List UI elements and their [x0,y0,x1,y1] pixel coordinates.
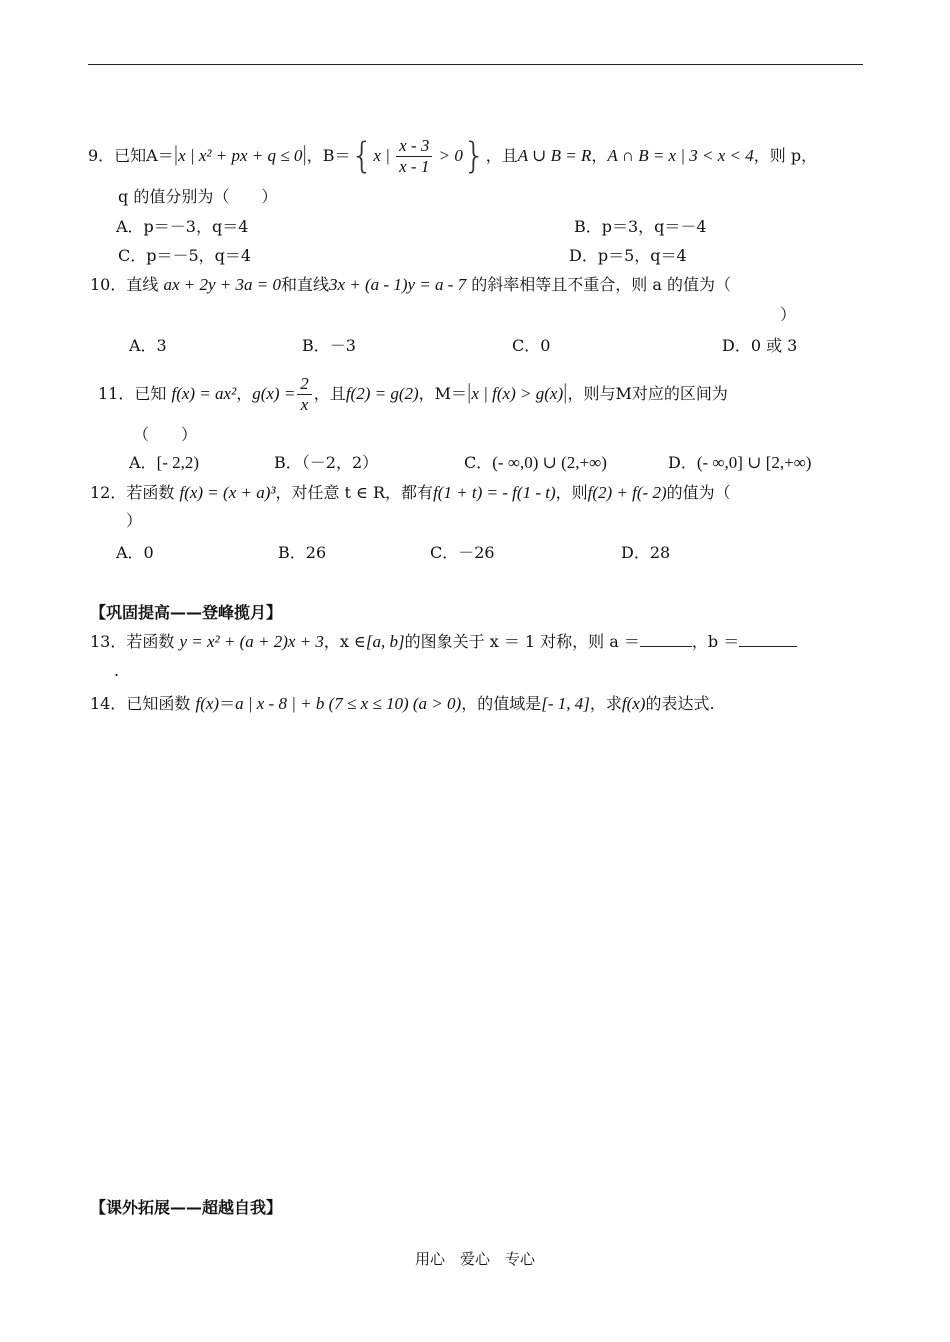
q14-range: [- 1, 4] [541,694,590,713]
q11-line2: （ ） [133,425,198,444]
q12-option-a: A．0 [116,543,154,562]
q14-expr: a | x - 8 | + b (7 ≤ x ≤ 10) (a > 0) [235,694,462,713]
q11-tail: ，则与M对应的区间为 [567,384,728,403]
q10-option-c: C．0 [512,336,551,355]
q13-tail: 的图象关于 x ＝ 1 对称，则 a ＝ [404,632,640,651]
q9-option-a: A．p＝－3，q＝4 [116,217,249,236]
q11-option-a: A．[- 2,2) [129,453,200,472]
q10-eq1: ax + 2y + 3a = 0 [163,275,281,294]
q12-tail: 的值为（ [666,483,731,502]
q12-close-paren: ） [126,511,143,530]
q11-mid: ，且 [313,384,346,403]
q13-lead: 13．若函数 [90,632,175,651]
q14-f2: f(x) [621,694,646,713]
q10-lead: 10．直线 [90,275,159,294]
q10-close-paren: ） [780,305,797,324]
q9-mid2: ，且 [485,146,518,165]
q13-b-label: ，b ＝ [691,632,740,651]
question-11: 11．已知 f(x) = ax²，g(x) = $\frac{2}{x}$ ，且f(2) = g(2)，M＝|x | f(x) > g(x)|，则与M对应的区间为 [98,374,728,414]
q14-tail-pre: ，求 [589,694,622,713]
q9-lead: 9．已知A＝ [88,146,174,165]
q10-option-a: A．3 [129,336,167,355]
q11-option-c: C．(- ∞,0) ∪ (2,+∞) [464,453,607,472]
q9-option-b: B．p＝3，q＝－4 [574,217,707,236]
q11-lead: 11．已知 [98,384,167,403]
q9-option-d: D．p＝5，q＝4 [569,246,687,265]
q14-tail: 的表达式. [645,694,715,713]
question-13 [90,630,797,653]
page-footer: 用心 爱心 专心 [414,1250,535,1268]
q9-setb-post: > 0 [434,146,463,165]
header-rule [88,64,863,65]
q14-f: f(x) [195,694,220,713]
q12-option-c: C．－26 [430,543,495,562]
q11-cond: f(2) = g(2) [345,384,419,403]
q9-union: A ∪ B = R [517,146,592,165]
q12-option-d: D．28 [621,543,671,562]
question-10 [90,274,731,296]
q11-f: f(x) = ax² [171,384,237,403]
q11-sep: ， [236,384,253,403]
section-heading-extension: 【课外拓展——超越自我】 [90,1198,283,1217]
q12-f: f(x) = (x + a)³ [179,483,276,502]
q12-expr: f(2) + f(- 2) [587,483,667,502]
q13-f: y = x² + (a + 2)x + 3 [179,632,324,651]
q13-blank-a[interactable] [640,630,692,647]
q10-eq2: 3x + (a - 1)y = a - 7 [329,275,467,294]
q14-eq: ＝ [219,694,236,713]
q13-blank-b[interactable] [739,630,797,647]
q11-setm: x | f(x) > g(x) [471,384,564,403]
question-12 [90,482,731,504]
q12-mid2: ，则 [555,483,588,502]
q9-mid1: ，B＝ [306,146,351,165]
q12-cond: f(1 + t) = - f(1 - t) [433,483,556,502]
q9-setb-pre: x | [373,146,395,165]
q9-option-c: C．p＝－5，q＝4 [118,246,252,265]
q9-set-a: x | x² + px + q ≤ 0 [178,146,303,165]
section-heading-consolidate: 【巩固提高——登峰揽月】 [90,603,283,622]
q12-lead: 12．若函数 [90,483,175,502]
q10-mid: 和直线 [280,275,329,294]
q10-option-b: B．－3 [302,336,356,355]
q11-g-pre: g(x) = [252,384,296,403]
q10-tail: 的斜率相等且不重合，则 a 的值为（ [471,275,731,294]
q9-line2: q 的值分别为（ ） [118,187,278,206]
q12-option-b: B．26 [278,543,327,562]
q9-intersection: A ∩ B = x | 3 < x < 4 [607,146,754,165]
q13-mid: ，x ∈ [323,632,366,651]
question-9: 9．已知A＝|x | x² + px + q ≤ 0|，B＝{x | $\frac{x - 3}{x - 1}$ > 0}，且A ∪ B = R，A ∩ B = x | 3 < x < 4，则 p， [88,135,818,177]
q13-dot: . [114,661,120,680]
q11-option-b: B．（－2，2） [274,453,379,472]
q10-option-d: D．0 或 3 [722,336,798,355]
q9-setb-fraction: $\frac{x - 3}{x - 1}$ [396,136,432,177]
question-14 [90,693,715,715]
q11-setm-pre: ，M＝ [418,384,468,403]
q11-option-d: D．(- ∞,0] ∪ [2,+∞) [668,453,812,472]
q11-g-fraction: $\frac{2}{x}$ [297,374,312,415]
q9-tail: ，则 p， [753,146,818,165]
q14-lead: 14．已知函数 [90,694,191,713]
q14-mid: ，的值域是 [461,694,542,713]
q13-interval: [a, b] [365,632,405,651]
q12-mid: ，对任意 t ∈ R，都有 [275,483,434,502]
q9-mid3: ， [591,146,608,165]
